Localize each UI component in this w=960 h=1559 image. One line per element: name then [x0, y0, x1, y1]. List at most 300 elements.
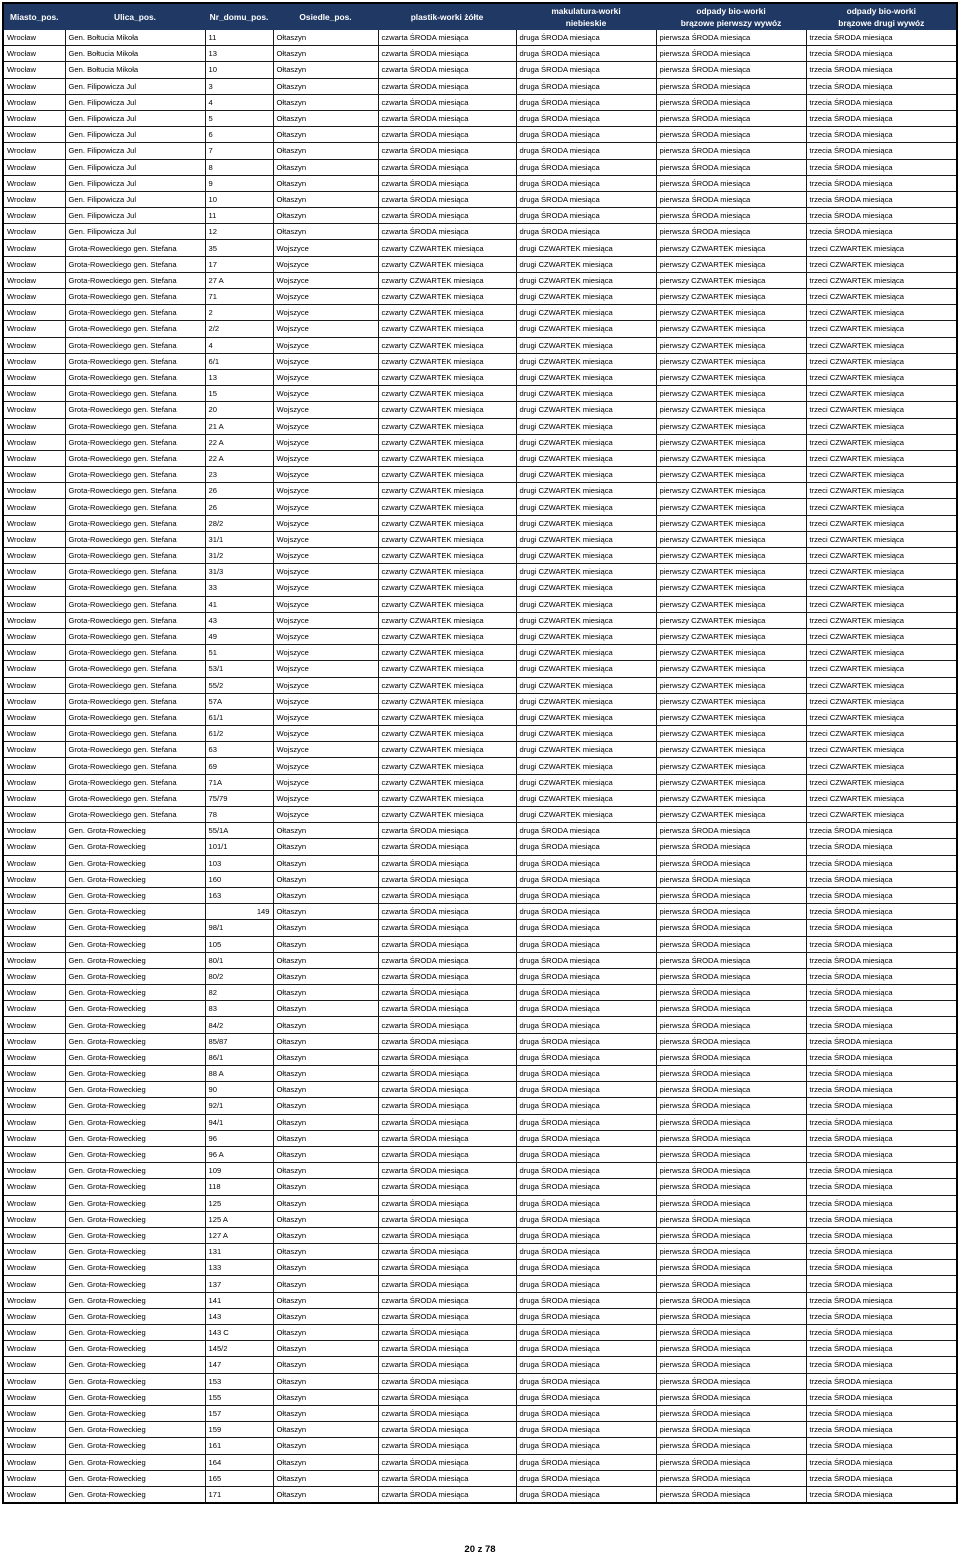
table-row: [3, 887, 957, 903]
cell-bio-first: pierwsza ŚRODA miesiąca: [656, 1098, 806, 1114]
cell-bio-first: pierwsza ŚRODA miesiąca: [656, 1244, 806, 1260]
cell-district: Wojszyce: [273, 807, 378, 823]
cell-house-number: 9: [205, 175, 273, 191]
cell-street: Gen. Grota-Roweckieg: [65, 871, 205, 887]
table-row: [3, 1422, 957, 1438]
cell-city: Wrocław: [3, 580, 65, 596]
cell-paper: drugi CZWARTEK miesiąca: [516, 742, 656, 758]
cell-paper: druga ŚRODA miesiąca: [516, 855, 656, 871]
cell-street: Gen. Grota-Roweckieg: [65, 1163, 205, 1179]
cell-house-number: 31/1: [205, 531, 273, 547]
cell-plastic: czwarta ŚRODA miesiąca: [378, 1470, 516, 1486]
cell-bio-second: trzecia ŚRODA miesiąca: [806, 1260, 957, 1276]
cell-bio-second: trzeci CZWARTEK miesiąca: [806, 418, 957, 434]
cell-paper: druga ŚRODA miesiąca: [516, 208, 656, 224]
cell-bio-second: trzecia ŚRODA miesiąca: [806, 1292, 957, 1308]
cell-bio-second: trzeci CZWARTEK miesiąca: [806, 726, 957, 742]
cell-paper: drugi CZWARTEK miesiąca: [516, 774, 656, 790]
table-row: [3, 434, 957, 450]
cell-paper: drugi CZWARTEK miesiąca: [516, 726, 656, 742]
cell-bio-second: trzecia ŚRODA miesiąca: [806, 1373, 957, 1389]
cell-plastic: czwarty CZWARTEK miesiąca: [378, 596, 516, 612]
table-row: [3, 1357, 957, 1373]
cell-street: Grota-Roweckiego gen. Stefana: [65, 709, 205, 725]
cell-bio-second: trzecia ŚRODA miesiąca: [806, 1486, 957, 1503]
cell-city: Wrocław: [3, 434, 65, 450]
cell-paper: druga ŚRODA miesiąca: [516, 1260, 656, 1276]
cell-paper: druga ŚRODA miesiąca: [516, 1163, 656, 1179]
cell-house-number: 96: [205, 1130, 273, 1146]
cell-district: Wojszyce: [273, 628, 378, 644]
cell-bio-second: trzecia ŚRODA miesiąca: [806, 1422, 957, 1438]
cell-street: Gen. Grota-Roweckieg: [65, 1373, 205, 1389]
table-row: [3, 564, 957, 580]
table-row: [3, 1114, 957, 1130]
cell-bio-second: trzeci CZWARTEK miesiąca: [806, 774, 957, 790]
cell-plastic: czwarty CZWARTEK miesiąca: [378, 467, 516, 483]
cell-plastic: czwarta ŚRODA miesiąca: [378, 1146, 516, 1162]
cell-house-number: 165: [205, 1470, 273, 1486]
table-row: [3, 159, 957, 175]
cell-district: Ołtaszyn: [273, 1066, 378, 1082]
cell-street: Grota-Roweckiego gen. Stefana: [65, 256, 205, 272]
cell-bio-first: pierwszy CZWARTEK miesiąca: [656, 272, 806, 288]
cell-plastic: czwarty CZWARTEK miesiąca: [378, 402, 516, 418]
cell-city: Wrocław: [3, 1195, 65, 1211]
column-header-city: [3, 3, 65, 30]
cell-house-number: 31/2: [205, 548, 273, 564]
cell-bio-first: pierwsza ŚRODA miesiąca: [656, 1325, 806, 1341]
cell-paper: druga ŚRODA miesiąca: [516, 1325, 656, 1341]
cell-bio-first: pierwsza ŚRODA miesiąca: [656, 985, 806, 1001]
cell-plastic: czwarta ŚRODA miesiąca: [378, 1325, 516, 1341]
cell-street: Grota-Roweckiego gen. Stefana: [65, 402, 205, 418]
cell-paper: druga ŚRODA miesiąca: [516, 1308, 656, 1324]
cell-bio-second: trzeci CZWARTEK miesiąca: [806, 289, 957, 305]
cell-house-number: 80/2: [205, 968, 273, 984]
cell-street: Gen. Grota-Roweckieg: [65, 1454, 205, 1470]
cell-street: Grota-Roweckiego gen. Stefana: [65, 386, 205, 402]
cell-district: Wojszyce: [273, 515, 378, 531]
cell-plastic: czwarta ŚRODA miesiąca: [378, 936, 516, 952]
cell-house-number: 145/2: [205, 1341, 273, 1357]
cell-bio-first: pierwsza ŚRODA miesiąca: [656, 46, 806, 62]
cell-street: Gen. Grota-Roweckieg: [65, 1033, 205, 1049]
cell-paper: druga ŚRODA miesiąca: [516, 1341, 656, 1357]
cell-paper: drugi CZWARTEK miesiąca: [516, 531, 656, 547]
cell-street: Grota-Roweckiego gen. Stefana: [65, 434, 205, 450]
cell-city: Wrocław: [3, 1163, 65, 1179]
cell-plastic: czwarta ŚRODA miesiąca: [378, 1049, 516, 1065]
cell-house-number: 35: [205, 240, 273, 256]
cell-paper: drugi CZWARTEK miesiąca: [516, 515, 656, 531]
table-row: [3, 904, 957, 920]
column-header-line: Miasto_pos.: [10, 11, 59, 22]
cell-district: Wojszyce: [273, 450, 378, 466]
cell-paper: druga ŚRODA miesiąca: [516, 1017, 656, 1033]
cell-paper: druga ŚRODA miesiąca: [516, 1357, 656, 1373]
cell-district: Wojszyce: [273, 305, 378, 321]
cell-district: Ołtaszyn: [273, 1001, 378, 1017]
cell-bio-second: trzecia ŚRODA miesiąca: [806, 1227, 957, 1243]
cell-street: Grota-Roweckiego gen. Stefana: [65, 337, 205, 353]
cell-house-number: 80/1: [205, 952, 273, 968]
cell-bio-second: trzeci CZWARTEK miesiąca: [806, 369, 957, 385]
table-row: [3, 1082, 957, 1098]
cell-bio-second: trzecia ŚRODA miesiąca: [806, 175, 957, 191]
cell-district: Ołtaszyn: [273, 1179, 378, 1195]
cell-plastic: czwarta ŚRODA miesiąca: [378, 839, 516, 855]
table-row: [3, 823, 957, 839]
cell-plastic: czwarta ŚRODA miesiąca: [378, 208, 516, 224]
cell-plastic: czwarty CZWARTEK miesiąca: [378, 499, 516, 515]
cell-bio-first: pierwszy CZWARTEK miesiąca: [656, 531, 806, 547]
cell-street: Gen. Grota-Roweckieg: [65, 1389, 205, 1405]
cell-paper: drugi CZWARTEK miesiąca: [516, 450, 656, 466]
column-header-line: Nr_domu_pos.: [209, 11, 269, 22]
cell-city: Wrocław: [3, 499, 65, 515]
cell-house-number: 20: [205, 402, 273, 418]
cell-district: Ołtaszyn: [273, 191, 378, 207]
table-row: [3, 1130, 957, 1146]
cell-district: Ołtaszyn: [273, 1195, 378, 1211]
cell-plastic: czwarty CZWARTEK miesiąca: [378, 790, 516, 806]
cell-house-number: 55/1A: [205, 823, 273, 839]
cell-street: Gen. Bołtucia Mikoła: [65, 46, 205, 62]
cell-district: Ołtaszyn: [273, 1033, 378, 1049]
cell-bio-second: trzecia ŚRODA miesiąca: [806, 224, 957, 240]
cell-district: Ołtaszyn: [273, 968, 378, 984]
cell-bio-second: trzeci CZWARTEK miesiąca: [806, 596, 957, 612]
cell-house-number: 53/1: [205, 661, 273, 677]
cell-city: Wrocław: [3, 321, 65, 337]
table-row: [3, 450, 957, 466]
cell-street: Grota-Roweckiego gen. Stefana: [65, 240, 205, 256]
cell-house-number: 26: [205, 483, 273, 499]
cell-city: Wrocław: [3, 1227, 65, 1243]
cell-city: Wrocław: [3, 1033, 65, 1049]
cell-paper: druga ŚRODA miesiąca: [516, 968, 656, 984]
cell-street: Grota-Roweckiego gen. Stefana: [65, 418, 205, 434]
cell-district: Ołtaszyn: [273, 1405, 378, 1421]
cell-paper: druga ŚRODA miesiąca: [516, 1049, 656, 1065]
table-row: [3, 208, 957, 224]
cell-bio-second: trzecia ŚRODA miesiąca: [806, 1389, 957, 1405]
cell-bio-second: trzecia ŚRODA miesiąca: [806, 1146, 957, 1162]
cell-bio-second: trzecia ŚRODA miesiąca: [806, 1470, 957, 1486]
cell-house-number: 63: [205, 742, 273, 758]
cell-paper: drugi CZWARTEK miesiąca: [516, 758, 656, 774]
cell-house-number: 11: [205, 30, 273, 46]
cell-bio-second: trzecia ŚRODA miesiąca: [806, 1033, 957, 1049]
table-row: [3, 1001, 957, 1017]
cell-house-number: 118: [205, 1179, 273, 1195]
cell-bio-first: pierwszy CZWARTEK miesiąca: [656, 677, 806, 693]
cell-paper: druga ŚRODA miesiąca: [516, 1438, 656, 1454]
table-row: [3, 1017, 957, 1033]
cell-street: Grota-Roweckiego gen. Stefana: [65, 548, 205, 564]
cell-city: Wrocław: [3, 1308, 65, 1324]
cell-city: Wrocław: [3, 515, 65, 531]
table-row: [3, 1438, 957, 1454]
cell-district: Ołtaszyn: [273, 985, 378, 1001]
cell-district: Wojszyce: [273, 580, 378, 596]
table-body: [3, 30, 957, 1504]
cell-city: Wrocław: [3, 1001, 65, 1017]
cell-house-number: 94/1: [205, 1114, 273, 1130]
cell-house-number: 13: [205, 46, 273, 62]
cell-district: Wojszyce: [273, 790, 378, 806]
cell-bio-first: pierwszy CZWARTEK miesiąca: [656, 596, 806, 612]
cell-bio-second: trzecia ŚRODA miesiąca: [806, 1163, 957, 1179]
cell-house-number: 143 C: [205, 1325, 273, 1341]
cell-paper: drugi CZWARTEK miesiąca: [516, 483, 656, 499]
cell-plastic: czwarty CZWARTEK miesiąca: [378, 774, 516, 790]
cell-bio-second: trzeci CZWARTEK miesiąca: [806, 353, 957, 369]
cell-paper: druga ŚRODA miesiąca: [516, 887, 656, 903]
cell-plastic: czwarty CZWARTEK miesiąca: [378, 531, 516, 547]
cell-house-number: 75/79: [205, 790, 273, 806]
cell-street: Gen. Grota-Roweckieg: [65, 855, 205, 871]
cell-bio-second: trzeci CZWARTEK miesiąca: [806, 272, 957, 288]
cell-house-number: 31/3: [205, 564, 273, 580]
column-header-line: makulatura-worki: [551, 5, 621, 16]
cell-plastic: czwarty CZWARTEK miesiąca: [378, 548, 516, 564]
cell-bio-first: pierwszy CZWARTEK miesiąca: [656, 774, 806, 790]
cell-district: Ołtaszyn: [273, 224, 378, 240]
cell-bio-first: pierwsza ŚRODA miesiąca: [656, 30, 806, 46]
cell-paper: drugi CZWARTEK miesiąca: [516, 321, 656, 337]
cell-paper: druga ŚRODA miesiąca: [516, 62, 656, 78]
cell-bio-second: trzecia ŚRODA miesiąca: [806, 1211, 957, 1227]
table-row: [3, 499, 957, 515]
cell-paper: druga ŚRODA miesiąca: [516, 1033, 656, 1049]
table-row: [3, 1276, 957, 1292]
cell-paper: drugi CZWARTEK miesiąca: [516, 807, 656, 823]
table-row: [3, 1195, 957, 1211]
cell-bio-first: pierwsza ŚRODA miesiąca: [656, 936, 806, 952]
cell-street: Grota-Roweckiego gen. Stefana: [65, 564, 205, 580]
header-row: [3, 3, 957, 30]
cell-bio-second: trzecia ŚRODA miesiąca: [806, 1276, 957, 1292]
cell-paper: druga ŚRODA miesiąca: [516, 159, 656, 175]
cell-city: Wrocław: [3, 94, 65, 110]
table-row: [3, 661, 957, 677]
cell-house-number: 11: [205, 208, 273, 224]
cell-city: Wrocław: [3, 1114, 65, 1130]
table-row: [3, 774, 957, 790]
cell-city: Wrocław: [3, 191, 65, 207]
cell-street: Grota-Roweckiego gen. Stefana: [65, 580, 205, 596]
cell-district: Ołtaszyn: [273, 175, 378, 191]
cell-house-number: 127 A: [205, 1227, 273, 1243]
cell-house-number: 85/87: [205, 1033, 273, 1049]
table-row: [3, 418, 957, 434]
cell-bio-first: pierwszy CZWARTEK miesiąca: [656, 790, 806, 806]
cell-city: Wrocław: [3, 1082, 65, 1098]
table-row: [3, 289, 957, 305]
cell-paper: druga ŚRODA miesiąca: [516, 1292, 656, 1308]
collection-schedule-table: [2, 2, 958, 1504]
cell-bio-first: pierwsza ŚRODA miesiąca: [656, 904, 806, 920]
cell-district: Ołtaszyn: [273, 920, 378, 936]
cell-city: Wrocław: [3, 968, 65, 984]
cell-bio-second: trzecia ŚRODA miesiąca: [806, 78, 957, 94]
table-row: [3, 596, 957, 612]
cell-paper: drugi CZWARTEK miesiąca: [516, 402, 656, 418]
cell-plastic: czwarta ŚRODA miesiąca: [378, 1163, 516, 1179]
cell-city: Wrocław: [3, 985, 65, 1001]
cell-district: Ołtaszyn: [273, 904, 378, 920]
cell-paper: drugi CZWARTEK miesiąca: [516, 499, 656, 515]
table-row: [3, 483, 957, 499]
cell-paper: druga ŚRODA miesiąca: [516, 920, 656, 936]
cell-bio-second: trzecia ŚRODA miesiąca: [806, 1405, 957, 1421]
cell-plastic: czwarta ŚRODA miesiąca: [378, 94, 516, 110]
cell-district: Ołtaszyn: [273, 1341, 378, 1357]
cell-bio-first: pierwszy CZWARTEK miesiąca: [656, 321, 806, 337]
cell-paper: druga ŚRODA miesiąca: [516, 46, 656, 62]
cell-bio-first: pierwsza ŚRODA miesiąca: [656, 78, 806, 94]
cell-bio-first: pierwsza ŚRODA miesiąca: [656, 1163, 806, 1179]
cell-bio-first: pierwsza ŚRODA miesiąca: [656, 855, 806, 871]
cell-house-number: 92/1: [205, 1098, 273, 1114]
cell-plastic: czwarty CZWARTEK miesiąca: [378, 758, 516, 774]
cell-bio-second: trzeci CZWARTEK miesiąca: [806, 321, 957, 337]
cell-paper: druga ŚRODA miesiąca: [516, 143, 656, 159]
cell-house-number: 86/1: [205, 1049, 273, 1065]
cell-district: Ołtaszyn: [273, 143, 378, 159]
cell-city: Wrocław: [3, 1276, 65, 1292]
cell-city: Wrocław: [3, 855, 65, 871]
table-row: [3, 1049, 957, 1065]
table-row: [3, 224, 957, 240]
cell-plastic: czwarta ŚRODA miesiąca: [378, 1373, 516, 1389]
cell-paper: druga ŚRODA miesiąca: [516, 1114, 656, 1130]
table-row: [3, 1470, 957, 1486]
cell-plastic: czwarta ŚRODA miesiąca: [378, 159, 516, 175]
cell-street: Gen. Grota-Roweckieg: [65, 1308, 205, 1324]
cell-paper: drugi CZWARTEK miesiąca: [516, 596, 656, 612]
cell-plastic: czwarty CZWARTEK miesiąca: [378, 564, 516, 580]
cell-plastic: czwarta ŚRODA miesiąca: [378, 30, 516, 46]
cell-bio-second: trzecia ŚRODA miesiąca: [806, 1017, 957, 1033]
cell-bio-second: trzecia ŚRODA miesiąca: [806, 127, 957, 143]
cell-city: Wrocław: [3, 1389, 65, 1405]
column-header-line: plastik-worki żółte: [410, 11, 484, 22]
table-row: [3, 1454, 957, 1470]
cell-house-number: 17: [205, 256, 273, 272]
cell-house-number: 105: [205, 936, 273, 952]
cell-city: Wrocław: [3, 661, 65, 677]
cell-paper: druga ŚRODA miesiąca: [516, 985, 656, 1001]
cell-street: Gen. Grota-Roweckieg: [65, 936, 205, 952]
cell-paper: druga ŚRODA miesiąca: [516, 904, 656, 920]
cell-bio-first: pierwszy CZWARTEK miesiąca: [656, 726, 806, 742]
cell-paper: drugi CZWARTEK miesiąca: [516, 628, 656, 644]
cell-paper: druga ŚRODA miesiąca: [516, 1389, 656, 1405]
cell-bio-second: trzecia ŚRODA miesiąca: [806, 110, 957, 126]
cell-paper: druga ŚRODA miesiąca: [516, 1195, 656, 1211]
cell-bio-first: pierwsza ŚRODA miesiąca: [656, 127, 806, 143]
cell-bio-first: pierwsza ŚRODA miesiąca: [656, 1211, 806, 1227]
cell-district: Wojszyce: [273, 661, 378, 677]
cell-district: Wojszyce: [273, 483, 378, 499]
cell-plastic: czwarty CZWARTEK miesiąca: [378, 418, 516, 434]
cell-bio-second: trzecia ŚRODA miesiąca: [806, 191, 957, 207]
cell-city: Wrocław: [3, 240, 65, 256]
cell-bio-first: pierwszy CZWARTEK miesiąca: [656, 612, 806, 628]
cell-district: Ołtaszyn: [273, 94, 378, 110]
cell-bio-second: trzecia ŚRODA miesiąca: [806, 46, 957, 62]
cell-street: Gen. Filipowicza Jul: [65, 78, 205, 94]
cell-paper: drugi CZWARTEK miesiąca: [516, 305, 656, 321]
cell-house-number: 28/2: [205, 515, 273, 531]
cell-street: Gen. Grota-Roweckieg: [65, 1066, 205, 1082]
table-row: [3, 175, 957, 191]
cell-street: Gen. Grota-Roweckieg: [65, 1357, 205, 1373]
cell-house-number: 51: [205, 645, 273, 661]
cell-city: Wrocław: [3, 1211, 65, 1227]
page-number: 20 z 78: [464, 1544, 496, 1555]
cell-bio-first: pierwszy CZWARTEK miesiąca: [656, 580, 806, 596]
cell-paper: druga ŚRODA miesiąca: [516, 78, 656, 94]
cell-street: Gen. Grota-Roweckieg: [65, 1017, 205, 1033]
cell-house-number: 147: [205, 1357, 273, 1373]
cell-house-number: 4: [205, 94, 273, 110]
cell-street: Gen. Filipowicza Jul: [65, 110, 205, 126]
cell-city: Wrocław: [3, 353, 65, 369]
cell-street: Gen. Grota-Roweckieg: [65, 920, 205, 936]
cell-bio-first: pierwsza ŚRODA miesiąca: [656, 1308, 806, 1324]
cell-paper: druga ŚRODA miesiąca: [516, 1001, 656, 1017]
column-header-bio-first: [656, 3, 806, 30]
cell-bio-first: pierwsza ŚRODA miesiąca: [656, 1260, 806, 1276]
cell-paper: drugi CZWARTEK miesiąca: [516, 272, 656, 288]
cell-house-number: 159: [205, 1422, 273, 1438]
cell-district: Ołtaszyn: [273, 1017, 378, 1033]
cell-bio-second: trzecia ŚRODA miesiąca: [806, 1066, 957, 1082]
cell-street: Gen. Grota-Roweckieg: [65, 1130, 205, 1146]
cell-plastic: czwarta ŚRODA miesiąca: [378, 871, 516, 887]
table-row: [3, 1486, 957, 1503]
cell-city: Wrocław: [3, 1325, 65, 1341]
cell-house-number: 83: [205, 1001, 273, 1017]
table-row: [3, 1341, 957, 1357]
table-row: [3, 467, 957, 483]
cell-bio-first: pierwszy CZWARTEK miesiąca: [656, 645, 806, 661]
cell-bio-second: trzecia ŚRODA miesiąca: [806, 1244, 957, 1260]
cell-district: Wojszyce: [273, 774, 378, 790]
column-header-bio-second: [806, 3, 957, 30]
cell-city: Wrocław: [3, 208, 65, 224]
cell-house-number: 4: [205, 337, 273, 353]
table-row: [3, 94, 957, 110]
cell-bio-first: pierwsza ŚRODA miesiąca: [656, 1389, 806, 1405]
cell-bio-first: pierwsza ŚRODA miesiąca: [656, 871, 806, 887]
cell-district: Ołtaszyn: [273, 1163, 378, 1179]
cell-bio-first: pierwszy CZWARTEK miesiąca: [656, 305, 806, 321]
cell-bio-second: trzecia ŚRODA miesiąca: [806, 143, 957, 159]
cell-city: Wrocław: [3, 531, 65, 547]
table-row: [3, 855, 957, 871]
table-row: [3, 402, 957, 418]
cell-paper: druga ŚRODA miesiąca: [516, 1211, 656, 1227]
cell-district: Ołtaszyn: [273, 1114, 378, 1130]
cell-street: Grota-Roweckiego gen. Stefana: [65, 790, 205, 806]
cell-street: Gen. Grota-Roweckieg: [65, 1195, 205, 1211]
cell-street: Gen. Grota-Roweckieg: [65, 1438, 205, 1454]
